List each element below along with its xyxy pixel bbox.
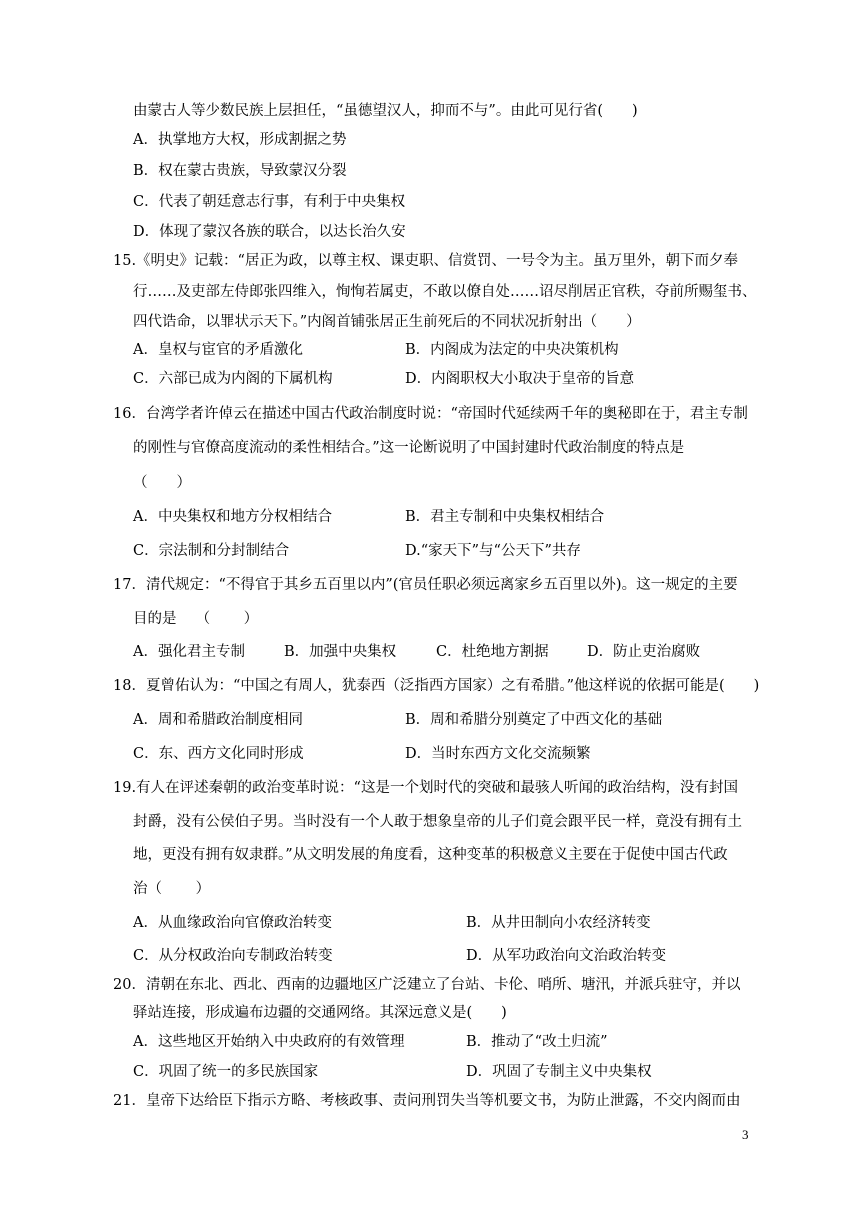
q16-stem-line-2: 的刚性与官僚高度流动的柔性相结合。”这一论断说明了中国封建时代政治制度的特点是 [133,440,685,456]
q15-option-b: B．内阁成为法定的中央决策机构 [405,342,619,358]
q19-stem-line-2: 封爵，没有公侯伯子男。当时没有一个人敢于想象皇帝的儿子们竟会跟平民一样，竟没有拥有土 [133,814,742,830]
q19-stem-line-3: 地，更没有拥有奴隶群。”从文明发展的角度看，这种变革的积极意义主要在于促使中国古代政 [133,847,728,863]
q18-option-a: A．周和希腊政治制度相同 [133,712,303,728]
q14-stem: 由蒙古人等少数民族上层担任，“虽德望汉人，抑而不与”。由此可见行省( ) [133,103,638,119]
q17-stem-line-1: 17．清代规定：“不得官于其乡五百里以内”(官员任职必须远离家乡五百里以外)。这一规定的主要 [113,577,738,593]
q14-option-d: D．体现了蒙汉各族的联合，以达长治久安 [133,224,406,240]
q19-option-d: D．从军功政治向文治政治转变 [466,948,667,964]
q18-stem: 18．夏曾佑认为：“中国之有周人，犹泰西（泛指西方国家）之有希腊。”他这样说的依据可能是( ) [113,678,760,694]
q18-option-c: C．东、西方文化同时形成 [133,746,304,762]
q20-option-a: A．这些地区开始纳入中央政府的有效管理 [133,1034,405,1050]
q20-option-b: B．推动了“改土归流” [466,1034,608,1050]
q20-stem-line-2: 驿站连接，形成遍布边疆的交通网络。其深远意义是( ) [133,1005,507,1021]
q14-option-c: C．代表了朝廷意志行事，有利于中央集权 [133,194,406,210]
q18-option-d: D．当时东西方文化交流频繁 [405,746,591,762]
q17-option-c: C．杜绝地方割据 [436,644,549,660]
q15-option-a: A．皇权与宦官的矛盾激化 [133,342,303,358]
q20-stem-line-1: 20．清朝在东北、西北、西南的边疆地区广泛建立了台站、卡伦、哨所、塘汛，并派兵驻守，并以 [113,977,741,993]
page-number: 3 [742,1127,749,1142]
q16-stem-line-1: 16．台湾学者许倬云在描述中国古代政治制度时说：“帝国时代延续两千年的奥秘即在于，君主专制 [113,406,748,422]
q15-stem-line-3: 四代诰命，以罪状示天下。”内阁首铺张居正生前死后的不同状况折射出（ ） [133,314,641,330]
q15-option-c: C．六部已成为内阁的下属机构 [133,371,333,387]
q17-stem-line-2: 目的是 （ ） [133,611,259,627]
q20-option-c: C．巩固了统一的多民族国家 [133,1064,319,1080]
q19-stem-line-4: 治（ ） [133,881,211,897]
q20-option-d: D．巩固了专制主义中央集权 [466,1064,652,1080]
q19-option-b: B．从井田制向小农经济转变 [466,915,651,931]
q15-stem-line-1: 15.《明史》记载：“居正为政，以尊主权、课吏职、信赏罚、一号令为主。虽万里外，朝下而夕奉 [113,253,738,269]
q16-option-a: A．中央集权和地方分权相结合 [133,509,332,525]
q17-option-a: A．强化君主专制 [133,644,245,660]
q19-option-c: C．从分权政治向专制政治转变 [133,948,333,964]
q21-stem-line-1: 21．皇帝下达给臣下指示方略、考核政事、责问刑罚失当等机要文书，为防止泄露，不交内阁而由 [113,1093,741,1109]
q16-option-b: B．君主专制和中央集权相结合 [405,509,605,525]
q18-option-b: B．周和希腊分别奠定了中西文化的基础 [405,712,663,728]
q19-option-a: A．从血缘政治向官僚政治转变 [133,915,332,931]
q17-option-b: B．加强中央集权 [284,644,397,660]
q14-option-b: B．权在蒙古贵族，导致蒙汉分裂 [133,163,347,179]
q15-stem-line-2: 行……及吏部左侍郎张四维入，恂恂若属吏，不敢以僚自处……诏尽削居正官秩，夺前所赐玺书、 [133,284,757,300]
q16-stem-line-3: （ ） [133,475,191,491]
q17-option-d: D．防止吏治腐败 [587,644,701,660]
q14-option-a: A．执掌地方大权，形成割据之势 [133,132,347,148]
q16-option-c: C．宗法制和分封制结合 [133,543,290,559]
q16-option-d: D.“家天下”与“公天下”共存 [405,543,581,559]
q15-option-d: D．内阁职权大小取决于皇帝的旨意 [405,371,635,387]
q19-stem-line-1: 19.有人在评述秦朝的政治变革时说：“这是一个划时代的突破和最骇人听闻的政治结构，没有封国 [113,780,738,796]
